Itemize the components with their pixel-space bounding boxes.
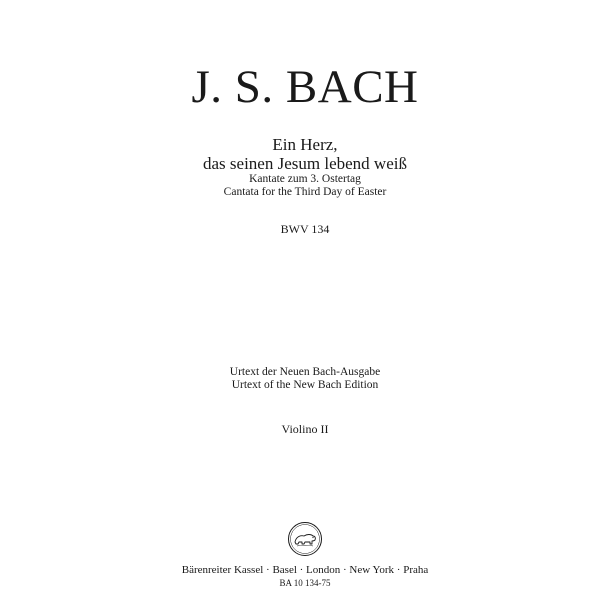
work-title-line-1: Ein Herz, xyxy=(272,135,338,154)
bwv-number: BWV 134 xyxy=(280,222,330,236)
edition-note-english: Urtext of the New Bach Edition xyxy=(231,379,379,391)
instrument-part: Violino II xyxy=(281,422,329,436)
publisher-imprint: Bärenreiter Kassel · Basel · London · New York · Praha xyxy=(181,564,429,576)
edition-note-german: Urtext der Neuen Bach-Ausgabe xyxy=(229,366,381,378)
baerenreiter-bear-logo-icon xyxy=(287,521,323,557)
subtitle-english: Cantata for the Third Day of Easter xyxy=(223,186,387,198)
work-title-line-2: das seinen Jesum lebend weiß xyxy=(203,154,407,173)
composer-name: J. S. BACH xyxy=(191,61,419,113)
subtitle-german: Kantate zum 3. Ostertag xyxy=(249,173,361,185)
catalogue-number: BA 10 134-75 xyxy=(279,578,331,588)
